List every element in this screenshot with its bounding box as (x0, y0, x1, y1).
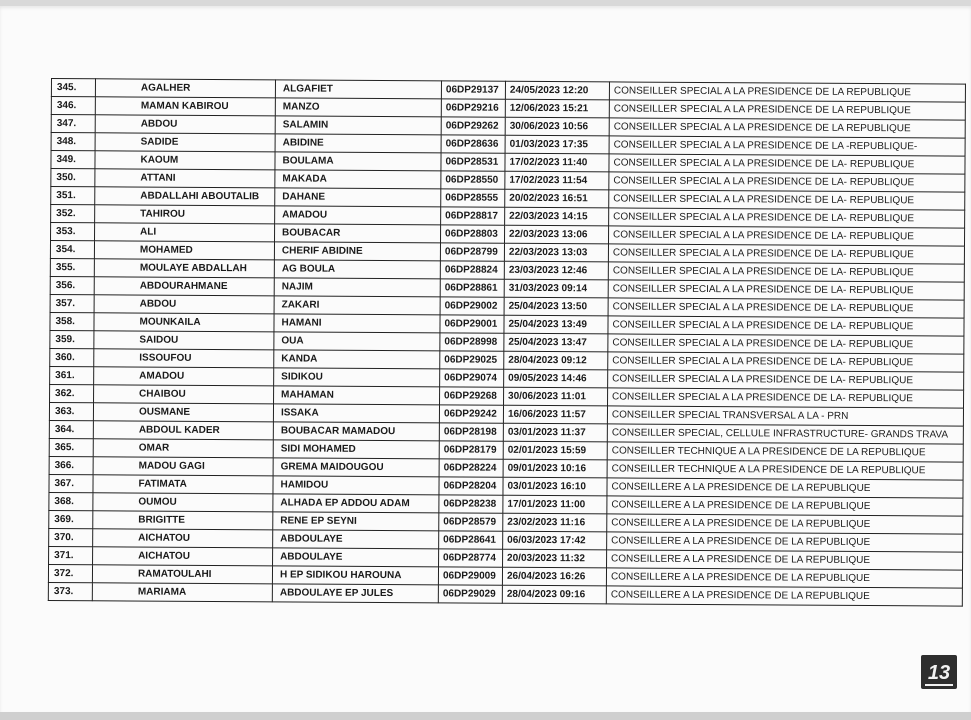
position-title-cell: CONSEILLER SPECIAL TRANSVERSAL A LA - PRN (607, 406, 963, 426)
first-name-cell: H EP SIDIKOU HAROUNA (272, 566, 438, 585)
record-date-cell: 20/03/2023 11:32 (503, 549, 607, 568)
record-code-cell: 06DP28198 (439, 423, 503, 441)
row-number-cell: 359. (50, 330, 94, 348)
record-date-cell: 22/03/2023 13:06 (504, 225, 608, 244)
position-title-cell: CONSEILLER SPECIAL A LA PRESIDENCE DE LA- REPUBLIQUE (608, 370, 964, 390)
last-name-cell: MADOU GAGI (93, 457, 273, 476)
record-code-cell: 06DP28179 (439, 441, 503, 459)
record-date-cell: 23/02/2023 11:16 (503, 513, 607, 532)
row-number-cell: 366. (49, 456, 93, 474)
first-name-cell: BOUBACAR (275, 224, 441, 243)
record-code-cell: 06DP29216 (441, 99, 505, 117)
row-number-cell: 372. (48, 564, 92, 582)
record-date-cell: 17/01/2023 11:00 (503, 495, 607, 514)
record-code-cell: 06DP28799 (440, 243, 504, 261)
last-name-cell: KAOUM (95, 151, 275, 170)
row-number-cell: 363. (49, 402, 93, 420)
row-number-cell: 370. (49, 528, 93, 546)
row-number-cell: 364. (49, 420, 93, 438)
last-name-cell: OUSMANE (93, 403, 273, 422)
last-name-cell: SADIDE (95, 133, 275, 152)
scan-bottom-edge (0, 712, 971, 720)
record-date-cell: 23/03/2023 12:46 (504, 261, 608, 280)
record-date-cell: 06/03/2023 17:42 (503, 531, 607, 550)
first-name-cell: ABDOULAYE EP JULES (272, 584, 438, 603)
record-code-cell: 06DP29029 (438, 585, 502, 603)
record-code-cell: 06DP28204 (439, 477, 503, 495)
last-name-cell: OUMOU (93, 493, 273, 512)
record-code-cell: 06DP28238 (439, 495, 503, 513)
row-number-cell: 365. (49, 438, 93, 456)
row-number-cell: 358. (50, 312, 94, 330)
record-code-cell: 06DP28224 (439, 459, 503, 477)
first-name-cell: BOUBACAR MAMADOU (273, 422, 439, 441)
record-code-cell: 06DP28861 (440, 279, 504, 297)
record-date-cell: 03/01/2023 16:10 (503, 477, 607, 496)
position-title-cell: CONSEILLER SPECIAL A LA PRESIDENCE DE LA- REPUBLIQUE (608, 280, 964, 300)
row-number-cell: 347. (51, 115, 95, 133)
position-title-cell: CONSEILLER SPECIAL A LA PRESIDENCE DE LA -REPUBLIQUE- (609, 136, 965, 156)
first-name-cell: SIDI MOHAMED (273, 440, 439, 459)
first-name-cell: SALAMIN (275, 116, 441, 135)
last-name-cell: SAIDOU (94, 331, 274, 350)
last-name-cell: AGALHER (95, 79, 275, 98)
position-title-cell: CONSEILLER TECHNIQUE A LA PRESIDENCE DE LA REPUBLIQUE (607, 460, 963, 480)
record-date-cell: 30/06/2023 10:56 (505, 117, 609, 136)
first-name-cell: ABDOULAYE (273, 548, 439, 567)
page-number-badge (921, 655, 957, 689)
row-number-cell: 362. (50, 384, 94, 402)
last-name-cell: MARIAMA (92, 583, 272, 602)
row-number-cell: 368. (49, 492, 93, 510)
first-name-cell: ZAKARI (274, 296, 440, 315)
row-number-cell: 348. (51, 133, 95, 151)
record-code-cell: 06DP28636 (441, 135, 505, 153)
record-date-cell: 01/03/2023 17:35 (505, 135, 609, 154)
last-name-cell: OMAR (93, 439, 273, 458)
record-date-cell: 09/05/2023 14:46 (504, 369, 608, 388)
last-name-cell: RAMATOULAHI (92, 565, 272, 584)
row-number-cell: 367. (49, 474, 93, 492)
record-code-cell: 06DP29009 (438, 567, 502, 585)
record-date-cell: 22/03/2023 14:15 (505, 207, 609, 226)
last-name-cell: FATIMATA (93, 475, 273, 494)
row-number-cell: 357. (50, 294, 94, 312)
first-name-cell: NAJIM (274, 278, 440, 297)
record-code-cell: 06DP29242 (439, 405, 503, 423)
first-name-cell: OUA (274, 332, 440, 351)
record-code-cell: 06DP28998 (440, 333, 504, 351)
first-name-cell: CHERIF ABIDINE (274, 242, 440, 261)
last-name-cell: AICHATOU (93, 547, 273, 566)
record-code-cell: 06DP29001 (440, 315, 504, 333)
position-title-cell: CONSEILLER SPECIAL A LA PRESIDENCE DE LA REPUBLIQUE (609, 82, 965, 102)
first-name-cell: SIDIKOU (274, 368, 440, 387)
last-name-cell: ABDOUL KADER (93, 421, 273, 440)
last-name-cell: BRIGITTE (93, 511, 273, 530)
record-code-cell: 06DP29074 (440, 369, 504, 387)
position-title-cell: CONSEILLER SPECIAL A LA PRESIDENCE DE LA REPUBLIQUE (609, 100, 965, 120)
personnel-table (48, 78, 966, 607)
row-number-cell: 371. (49, 546, 93, 564)
position-title-cell: CONSEILLERE A LA PRESIDENCE DE LA REPUBLIQUE (607, 478, 963, 498)
row-number-cell: 369. (49, 510, 93, 528)
position-title-cell: CONSEILLERE A LA PRESIDENCE DE LA REPUBLIQUE (607, 514, 963, 534)
position-title-cell: CONSEILLER SPECIAL A LA PRESIDENCE DE LA- REPUBLIQUE (609, 154, 965, 174)
position-title-cell: CONSEILLER SPECIAL A LA PRESIDENCE DE LA- REPUBLIQUE (608, 298, 964, 318)
record-code-cell: 06DP28774 (439, 549, 503, 567)
record-code-cell: 06DP28531 (441, 153, 505, 171)
last-name-cell: MOUNKAILA (94, 313, 274, 332)
record-date-cell: 17/02/2023 11:54 (505, 171, 609, 190)
first-name-cell: ABDOULAYE (273, 530, 439, 549)
position-title-cell: CONSEILLERE A LA PRESIDENCE DE LA REPUBLIQUE (607, 496, 963, 516)
record-code-cell: 06DP28579 (439, 513, 503, 531)
position-title-cell: CONSEILLERE A LA PRESIDENCE DE LA REPUBLIQUE (607, 550, 963, 570)
record-date-cell: 31/03/2023 09:14 (504, 279, 608, 298)
position-title-cell: CONSEILLER SPECIAL A LA PRESIDENCE DE LA- REPUBLIQUE (608, 388, 964, 408)
record-code-cell: 06DP28555 (441, 189, 505, 207)
row-number-cell: 355. (50, 258, 94, 276)
last-name-cell: TAHIROU (95, 205, 275, 224)
first-name-cell: RENE EP SEYNI (273, 512, 439, 531)
record-date-cell: 25/04/2023 13:47 (504, 333, 608, 352)
position-title-cell: CONSEILLER SPECIAL A LA PRESIDENCE DE LA- REPUBLIQUE (609, 208, 965, 228)
record-date-cell: 24/05/2023 12:20 (505, 81, 609, 100)
position-title-cell: CONSEILLER SPECIAL A LA PRESIDENCE DE LA- REPUBLIQUE (608, 226, 964, 246)
position-title-cell: CONSEILLERE A LA PRESIDENCE DE LA REPUBLIQUE (606, 568, 962, 588)
record-date-cell: 25/04/2023 13:50 (504, 297, 608, 316)
position-title-cell: CONSEILLERE A LA PRESIDENCE DE LA REPUBLIQUE (607, 532, 963, 552)
row-number-cell: 345. (51, 79, 95, 97)
row-number-cell: 349. (51, 151, 95, 169)
last-name-cell: ABDOU (94, 295, 274, 314)
record-code-cell: 06DP29137 (441, 81, 505, 99)
record-date-cell: 20/02/2023 16:51 (505, 189, 609, 208)
record-code-cell: 06DP28824 (440, 261, 504, 279)
last-name-cell: CHAIBOU (94, 385, 274, 404)
row-number-cell: 352. (51, 205, 95, 223)
last-name-cell: MAMAN KABIROU (95, 97, 275, 116)
record-date-cell: 26/04/2023 16:26 (502, 567, 606, 586)
position-title-cell: CONSEILLER SPECIAL A LA PRESIDENCE DE LA- REPUBLIQUE (609, 172, 965, 192)
row-number-cell: 373. (48, 582, 92, 600)
position-title-cell: CONSEILLER SPECIAL A LA PRESIDENCE DE LA- REPUBLIQUE (609, 190, 965, 210)
record-date-cell: 25/04/2023 13:49 (504, 315, 608, 334)
record-date-cell: 22/03/2023 13:03 (504, 243, 608, 262)
position-title-cell: CONSEILLER SPECIAL A LA PRESIDENCE DE LA REPUBLIQUE (609, 118, 965, 138)
last-name-cell: AICHATOU (93, 529, 273, 548)
row-number-cell: 361. (50, 366, 94, 384)
last-name-cell: ABDALLAHI ABOUTALIB (95, 187, 275, 206)
record-date-cell: 30/06/2023 11:01 (504, 387, 608, 406)
row-number-cell: 356. (50, 276, 94, 294)
first-name-cell: ISSAKA (273, 404, 439, 423)
row-number-cell: 350. (51, 169, 95, 187)
last-name-cell: MOHAMED (94, 241, 274, 260)
record-code-cell: 06DP28550 (441, 171, 505, 189)
position-title-cell: CONSEILLER SPECIAL A LA PRESIDENCE DE LA- REPUBLIQUE (608, 244, 964, 264)
row-number-cell: 351. (51, 187, 95, 205)
first-name-cell: KANDA (274, 350, 440, 369)
first-name-cell: DAHANE (275, 188, 441, 207)
first-name-cell: GREMA MAIDOUGOU (273, 458, 439, 477)
row-number-cell: 354. (50, 241, 94, 259)
first-name-cell: MANZO (275, 98, 441, 117)
record-code-cell: 06DP28817 (441, 207, 505, 225)
first-name-cell: HAMANI (274, 314, 440, 333)
position-title-cell: CONSEILLER SPECIAL A LA PRESIDENCE DE LA- REPUBLIQUE (608, 352, 964, 372)
first-name-cell: HAMIDOU (273, 476, 439, 495)
row-number-cell: 353. (51, 223, 95, 241)
record-code-cell: 06DP29262 (441, 117, 505, 135)
personnel-table-body (48, 79, 965, 607)
record-code-cell: 06DP29025 (440, 351, 504, 369)
first-name-cell: ALGAFIET (275, 80, 441, 99)
last-name-cell: AMADOU (94, 367, 274, 386)
position-title-cell: CONSEILLER SPECIAL A LA PRESIDENCE DE LA- REPUBLIQUE (608, 262, 964, 282)
record-date-cell: 28/04/2023 09:16 (502, 585, 606, 604)
record-date-cell: 16/06/2023 11:57 (503, 405, 607, 424)
first-name-cell: ABIDINE (275, 134, 441, 153)
last-name-cell: ISSOUFOU (94, 349, 274, 368)
record-date-cell: 12/06/2023 15:21 (505, 99, 609, 118)
last-name-cell: ALI (95, 223, 275, 242)
record-date-cell: 09/01/2023 10:16 (503, 459, 607, 478)
first-name-cell: MAKADA (275, 170, 441, 189)
record-code-cell: 06DP29268 (440, 387, 504, 405)
record-date-cell: 02/01/2023 15:59 (503, 441, 607, 460)
first-name-cell: BOULAMA (275, 152, 441, 171)
first-name-cell: AMADOU (275, 206, 441, 225)
record-code-cell: 06DP28641 (439, 531, 503, 549)
last-name-cell: MOULAYE ABDALLAH (94, 259, 274, 278)
position-title-cell: CONSEILLER SPECIAL A LA PRESIDENCE DE LA- REPUBLIQUE (608, 334, 964, 354)
record-code-cell: 06DP28803 (441, 225, 505, 243)
position-title-cell: CONSEILLER TECHNIQUE A LA PRESIDENCE DE LA REPUBLIQUE (607, 442, 963, 462)
last-name-cell: ATTANI (95, 169, 275, 188)
position-title-cell: CONSEILLERE A LA PRESIDENCE DE LA REPUBLIQUE (606, 586, 962, 606)
first-name-cell: ALHADA EP ADDOU ADAM (273, 494, 439, 513)
record-date-cell: 03/01/2023 11:37 (503, 423, 607, 442)
row-number-cell: 360. (50, 348, 94, 366)
record-code-cell: 06DP29002 (440, 297, 504, 315)
first-name-cell: AG BOULA (274, 260, 440, 279)
record-date-cell: 28/04/2023 09:12 (504, 351, 608, 370)
last-name-cell: ABDOURAHMANE (94, 277, 274, 296)
first-name-cell: MAHAMAN (274, 386, 440, 405)
row-number-cell: 346. (51, 97, 95, 115)
page-number: 13 (927, 662, 951, 684)
position-title-cell: CONSEILLER SPECIAL A LA PRESIDENCE DE LA- REPUBLIQUE (608, 316, 964, 336)
position-title-cell: CONSEILLER SPECIAL, CELLULE INFRASTRUCTURE- GRANDS TRAVA (607, 424, 963, 444)
page-number-underline (925, 684, 953, 686)
record-date-cell: 17/02/2023 11:40 (505, 153, 609, 172)
last-name-cell: ABDOU (95, 115, 275, 134)
